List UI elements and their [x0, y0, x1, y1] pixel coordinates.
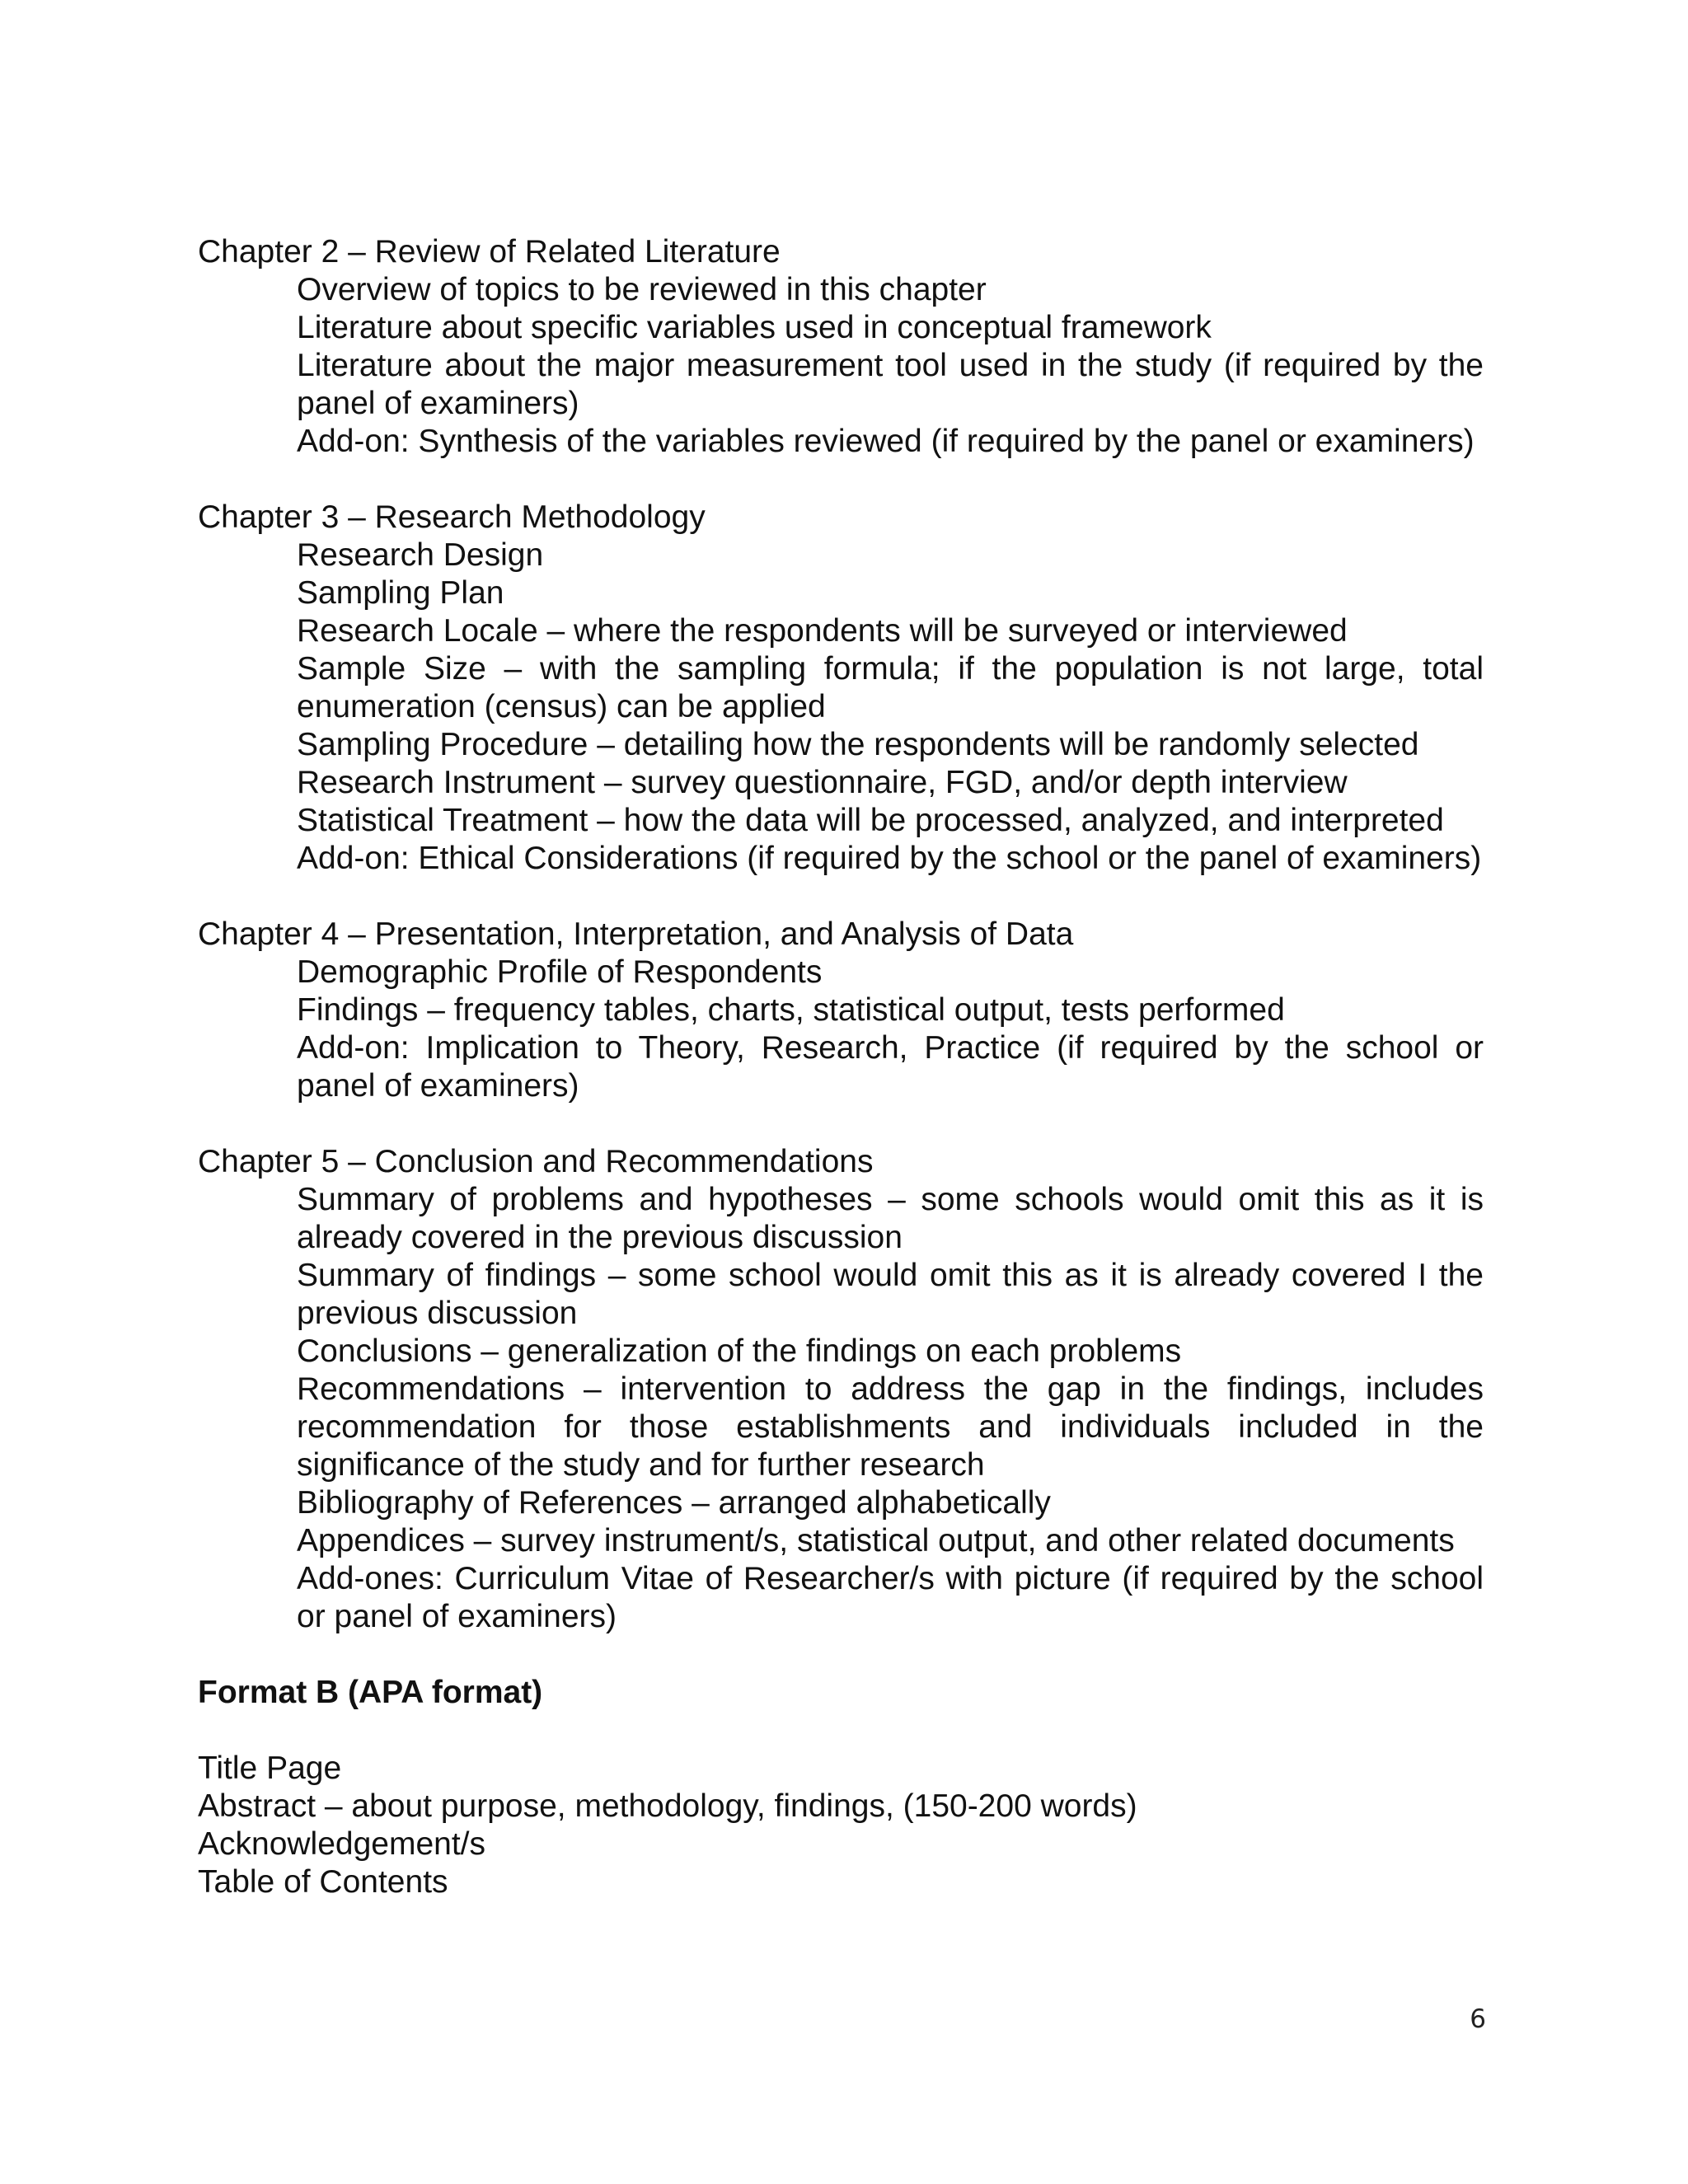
chapter-item: Literature about the major measurement tool used in the study (if required by the panel of examiners): [297, 348, 1484, 421]
chapter-item: Statistical Treatment – how the data will be processed, analyzed, and interpreted: [297, 803, 1444, 838]
format-b-heading: Format B (APA format): [198, 1675, 543, 1710]
chapter-item: Research Instrument – survey questionnaire, FGD, and/or depth interview: [297, 765, 1348, 800]
chapter-item: Research Locale – where the respondents will be surveyed or interviewed: [297, 613, 1348, 649]
chapter-item: Add-on: Implication to Theory, Research, Practice (if required by the school or panel of examiners): [297, 1030, 1484, 1104]
chapter-item: Sampling Procedure – detailing how the respondents will be randomly selected: [297, 727, 1419, 762]
chapter-item: Overview of topics to be reviewed in this chapter: [297, 272, 987, 307]
chapter-item: Recommendations – intervention to address the gap in the findings, includes recommendation for those establishments and individuals included in the significance of the study and for further research: [297, 1371, 1484, 1483]
chapter-item: Add-ones: Curriculum Vitae of Researcher/s with picture (if required by the school or panel of examiners): [297, 1561, 1484, 1634]
front-matter-item: Abstract – about purpose, methodology, findings, (150-200 words): [198, 1788, 1137, 1824]
front-matter-item: Table of Contents: [198, 1864, 448, 1900]
format-b-section: [198, 1674, 1484, 1901]
front-matter-list: [198, 1750, 1484, 1901]
chapter-item: Findings – frequency tables, charts, statistical output, tests performed: [297, 992, 1285, 1028]
chapter-item: Summary of findings – some school would omit this as it is already covered I the previous discussion: [297, 1258, 1484, 1331]
chapter-items: [198, 954, 1484, 1105]
chapter-items: [198, 271, 1484, 461]
chapter-item: Add-on: Synthesis of the variables reviewed (if required by the panel or examiners): [297, 424, 1475, 459]
chapter-items: [198, 537, 1484, 878]
chapter-item: Demographic Profile of Respondents: [297, 954, 823, 990]
chapter-title: Chapter 3 – Research Methodology: [198, 499, 706, 535]
front-matter-item: Title Page: [198, 1750, 342, 1786]
page-number: 6: [1470, 2004, 1486, 2034]
chapter-items: [198, 1181, 1484, 1636]
chapter-item: Literature about specific variables used in conceptual framework: [297, 310, 1212, 345]
chapter-item: Sampling Plan: [297, 575, 504, 611]
chapter-item: Sample Size – with the sampling formula; if the population is not large, total enumeration (census) can be applied: [297, 651, 1484, 724]
chapter-4-section: [198, 916, 1484, 1105]
front-matter-item: Acknowledgement/s: [198, 1826, 486, 1862]
chapter-2-section: [198, 233, 1484, 461]
chapter-item: Research Design: [297, 537, 544, 573]
chapter-item: Conclusions – generalization of the findings on each problems: [297, 1333, 1182, 1369]
chapter-item: Appendices – survey instrument/s, statistical output, and other related documents: [297, 1523, 1455, 1558]
chapter-title: Chapter 5 – Conclusion and Recommendations: [198, 1144, 874, 1179]
chapter-item: Summary of problems and hypotheses – some schools would omit this as it is already covered in the previous discussion: [297, 1182, 1484, 1255]
chapter-title: Chapter 4 – Presentation, Interpretation, and Analysis of Data: [198, 916, 1074, 952]
chapter-title: Chapter 2 – Review of Related Literature: [198, 234, 781, 269]
document-page: [198, 233, 1484, 1901]
chapter-item: Bibliography of References – arranged alphabetically: [297, 1485, 1051, 1521]
chapter-3-section: [198, 499, 1484, 878]
chapter-item: Add-on: Ethical Considerations (if required by the school or the panel of examiners): [297, 841, 1482, 876]
chapter-5-section: [198, 1143, 1484, 1636]
